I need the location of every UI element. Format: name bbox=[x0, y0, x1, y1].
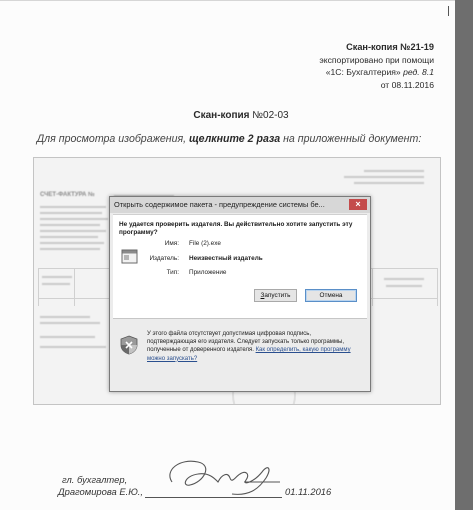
dialog-question: Не удается проверить издателя. Вы действительно хотите запустить эту программу? bbox=[119, 221, 353, 236]
field-type-value: Приложение bbox=[189, 269, 227, 276]
scan-table-line bbox=[372, 268, 373, 306]
scan-text-line bbox=[40, 230, 106, 232]
scan-text-line bbox=[40, 236, 98, 238]
scan-table-line bbox=[437, 268, 438, 306]
dialog-warning bbox=[147, 330, 359, 363]
document-title-bold: Скан-копия bbox=[193, 110, 250, 121]
scan-text-line bbox=[364, 170, 424, 172]
header-title: Скан-копия №21-19 bbox=[346, 42, 434, 52]
field-publisher-label: Издатель: bbox=[149, 255, 179, 262]
scan-text-line bbox=[40, 218, 108, 220]
scan-text-line bbox=[40, 322, 100, 324]
scan-text-line bbox=[40, 224, 100, 226]
instruction-text bbox=[0, 133, 458, 145]
scan-heading: СЧЕТ-ФАКТУРА № bbox=[40, 192, 95, 198]
scan-text-line bbox=[40, 206, 106, 208]
field-publisher-row bbox=[133, 255, 263, 262]
header-line-3: от 08.11.2016 bbox=[380, 79, 434, 90]
warning-text: У этого файла отсутствует допустимая цифровая подпись, подтверждающая его издателя. Следует запускать только программы, полученные от доверенного издателя. bbox=[147, 331, 345, 354]
header-line-2-version: ред. 8.1 bbox=[403, 67, 434, 78]
signature-image bbox=[158, 452, 288, 500]
document-title-number: №02-03 bbox=[249, 110, 289, 121]
footer-role: гл. бухгалтер, bbox=[62, 474, 128, 485]
field-name-label: Имя: bbox=[164, 240, 179, 247]
side-strip bbox=[455, 0, 473, 510]
dialog-divider bbox=[113, 318, 367, 319]
scan-text-line bbox=[42, 276, 72, 278]
scan-text-line bbox=[40, 336, 95, 338]
field-type-row bbox=[133, 269, 226, 276]
scan-text-line bbox=[384, 278, 424, 280]
field-type-label: Тип: bbox=[166, 269, 179, 276]
header-line-2 bbox=[319, 66, 434, 79]
header-line-2-prefix: «1С: Бухгалтерия» bbox=[325, 67, 404, 78]
signature-line bbox=[145, 497, 282, 498]
how-to-decide-link[interactable]: Как определить, какую программу можно запускать? bbox=[147, 347, 351, 362]
scan-text-line bbox=[40, 346, 106, 348]
shield-icon bbox=[120, 335, 138, 355]
document-title bbox=[0, 110, 473, 121]
run-button-accesskey: З bbox=[260, 292, 265, 299]
scan-text-line bbox=[386, 285, 422, 287]
corner-mark bbox=[448, 6, 449, 16]
scan-text-line bbox=[40, 212, 102, 214]
footer-date: 01.11.2016 bbox=[285, 486, 332, 497]
run-button[interactable] bbox=[254, 289, 297, 302]
field-publisher-value: Неизвестный издатель bbox=[189, 255, 263, 262]
close-icon[interactable]: × bbox=[349, 199, 367, 210]
scan-text-line bbox=[40, 248, 100, 250]
scan-table-line bbox=[74, 268, 75, 306]
dialog-titlebar[interactable] bbox=[110, 197, 370, 213]
scan-header bbox=[319, 41, 434, 91]
scan-text-line bbox=[42, 283, 70, 285]
scan-text-line bbox=[40, 242, 104, 244]
security-warning-dialog bbox=[109, 196, 371, 392]
scan-table-line bbox=[38, 268, 39, 306]
scan-text-line bbox=[354, 182, 424, 184]
cancel-button[interactable]: Отмена bbox=[305, 289, 357, 302]
instruction-before: Для просмотра изображения, bbox=[36, 133, 190, 145]
footer-name: Драгомирова Е.Ю., bbox=[58, 486, 143, 497]
header-line-1: экспортировано при помощи bbox=[319, 54, 434, 65]
run-button-label: апустить bbox=[264, 292, 291, 299]
field-name-value: File (2).exe bbox=[189, 240, 221, 247]
instruction-bold: щелкните 2 раза bbox=[189, 133, 281, 145]
scan-text-line bbox=[40, 316, 90, 318]
instruction-after: на приложенный документ: bbox=[280, 133, 422, 145]
dialog-main-panel bbox=[113, 214, 367, 318]
field-name-row bbox=[133, 240, 221, 247]
scan-text-line bbox=[344, 176, 424, 178]
dialog-title: Открыть содержимое пакета - предупреждение системы бе... bbox=[114, 200, 325, 209]
